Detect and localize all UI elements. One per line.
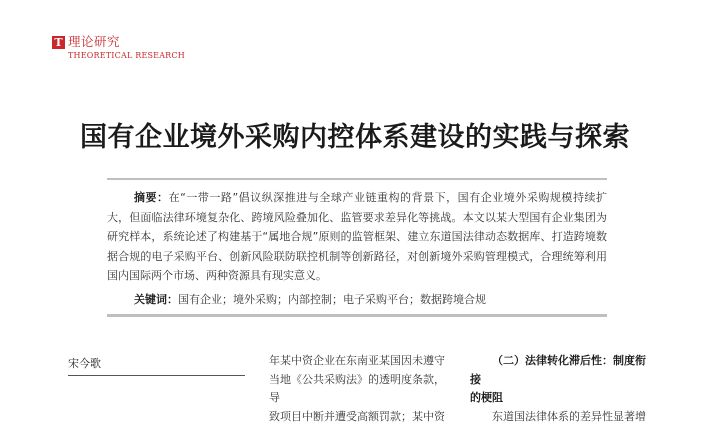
abstract-paragraph <box>107 188 607 286</box>
body-column-middle <box>269 352 449 426</box>
abstract-box <box>107 178 607 309</box>
journal-logo-icon: T <box>52 36 65 49</box>
body-line: 年某中资企业在东南亚某国因未遵守 <box>269 352 449 371</box>
keywords-row <box>107 290 607 310</box>
masthead-row <box>52 35 185 49</box>
article-title: 国有企业境外采购内控体系建设的实践与探索 <box>0 115 710 154</box>
keywords-text: 国有企业；境外采购；内部控制；电子采购平台；数据跨境合规 <box>178 293 486 306</box>
abstract-text: 在“一带一路”倡议纵深推进与全球产业链重构的背景下，国有企业境外采购规模持续扩大，但面临法律环境复杂化、跨境风险叠加化、监管要求差异化等挑战。本文以某大型国有企业集团为研究样本，系统论述了构建基于“属地合规”原则的监管框架、建立东道国法律动态数据库、打造跨境数据合规的电子采购平台、创新风险联防联控机制等创新路径，对创新境外采购管理模式，合理统筹利用国内国际两个市场、两种资源具有现实意义。 <box>107 191 607 282</box>
keywords-label: 关键词： <box>134 293 178 306</box>
body-column-right <box>470 352 652 426</box>
abstract-bottom-rule <box>107 314 607 317</box>
body-line: 东道国法律体系的差异性显著增 <box>470 408 652 426</box>
body-line: 致项目中断并遭受高额罚款；某中资 <box>269 408 449 426</box>
author-underline <box>68 375 245 376</box>
section-subheading: （二）法律转化滞后性：制度衔接 <box>470 352 652 389</box>
body-line: 当地《公共采购法》的透明度条款，导 <box>269 371 449 408</box>
section-subheading-cont: 的梗阻 <box>470 389 652 408</box>
masthead <box>52 35 185 60</box>
section-name-en: THEORETICAL RESEARCH <box>68 51 185 60</box>
section-name-cn: 理论研究 <box>68 35 120 49</box>
author-name: 宋今歌 <box>68 355 101 371</box>
abstract-label: 摘要： <box>134 191 169 204</box>
